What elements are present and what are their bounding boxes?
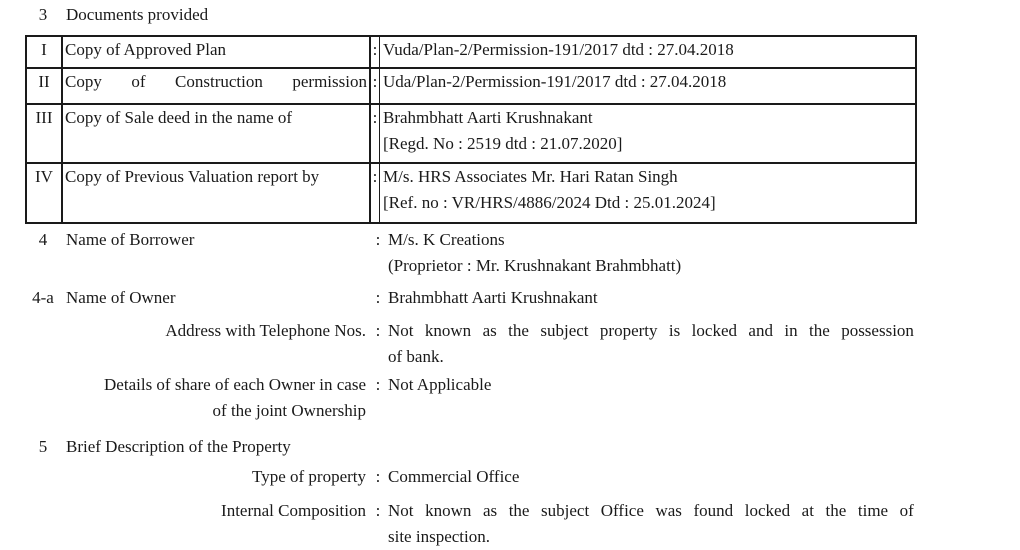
table-row xyxy=(26,163,916,223)
row-number: I xyxy=(26,36,62,68)
share-value: Not Applicable xyxy=(388,375,492,394)
address-label: Address with Telephone Nos. xyxy=(165,321,366,340)
owner-value: Brahmbhatt Aarti Krushnakant xyxy=(388,288,598,307)
internal-composition-label: Internal Composition xyxy=(221,501,366,520)
document-value: Vuda/Plan-2/Permission-191/2017 dtd : 27.04.2018 xyxy=(380,36,917,68)
section-5-title: Brief Description of the Property xyxy=(66,437,291,456)
property-type-value: Commercial Office xyxy=(388,467,520,486)
document-label: Copy of Approved Plan xyxy=(62,36,370,68)
internal-composition-value: Not known as the subject Office was found locked at the time of xyxy=(388,501,914,520)
colon-separator: : xyxy=(375,375,381,394)
internal-composition-continued: site inspection. xyxy=(388,527,490,546)
section-3-title: Documents provided xyxy=(66,5,209,24)
documents-table xyxy=(25,35,917,224)
colon-separator: : xyxy=(370,68,380,104)
table-row xyxy=(26,104,916,163)
borrower-label: Name of Borrower xyxy=(66,230,195,249)
section-4-number: 4 xyxy=(38,230,48,249)
row-number: IV xyxy=(26,163,62,223)
table-row xyxy=(26,68,916,104)
colon-separator: : xyxy=(375,321,381,340)
section-3-number: 3 xyxy=(38,5,48,24)
colon-separator: : xyxy=(375,230,381,249)
borrower-value: M/s. K Creations xyxy=(388,230,505,249)
document-label: Copy of Previous Valuation report by xyxy=(62,163,370,223)
property-type-label: Type of property xyxy=(252,467,366,486)
document-value: M/s. HRS Associates Mr. Hari Ratan Singh [Ref. no : VR/HRS/4886/2024 Dtd : 25.01.2024] xyxy=(380,163,917,223)
document-value: Brahmbhatt Aarti Krushnakant [Regd. No : 2519 dtd : 21.07.2020] xyxy=(380,104,917,163)
address-value: Not known as the subject property is locked and in the possession xyxy=(388,321,914,340)
colon-separator: : xyxy=(370,163,380,223)
colon-separator: : xyxy=(375,467,381,486)
section-5-number: 5 xyxy=(38,437,48,456)
document-label: Copy of Sale deed in the name of xyxy=(62,104,370,163)
share-label-continued: of the joint Ownership xyxy=(212,401,366,420)
owner-label: Name of Owner xyxy=(66,288,176,307)
row-number: II xyxy=(26,68,62,104)
document-value: Uda/Plan-2/Permission-191/2017 dtd : 27.04.2018 xyxy=(380,68,917,104)
share-label: Details of share of each Owner in case xyxy=(104,375,366,394)
address-value-continued: of bank. xyxy=(388,347,444,366)
document-label: Copy of Construction permission xyxy=(62,68,370,104)
colon-separator: : xyxy=(375,288,381,307)
section-4a-number: 4-a xyxy=(32,288,54,307)
table-row xyxy=(26,36,916,68)
colon-separator: : xyxy=(375,501,381,520)
row-number: III xyxy=(26,104,62,163)
borrower-proprietor: (Proprietor : Mr. Krushnakant Brahmbhatt) xyxy=(388,256,682,275)
colon-separator: : xyxy=(370,104,380,163)
colon-separator: : xyxy=(370,36,380,68)
